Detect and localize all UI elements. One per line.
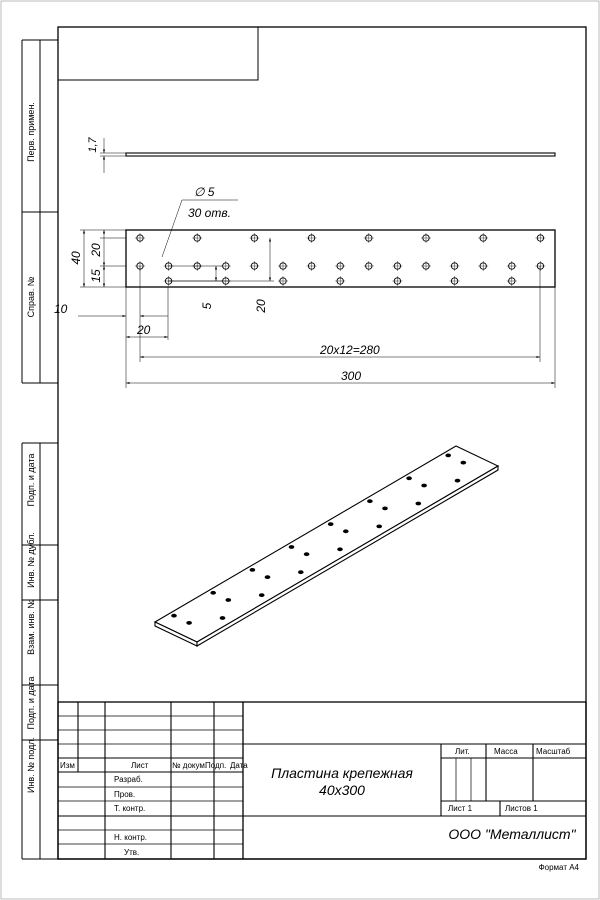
iso-hole-17 [259,593,265,597]
iso-hole-10 [265,575,271,579]
dim-pitch-total: 20x12=280 [320,343,380,357]
iso-hole-8 [186,621,192,625]
label-inv-podl: Инв. № подл. [26,736,36,794]
dim-first-hole: 20 [137,323,151,337]
iso-hole-19 [337,547,343,551]
iso-hole-4 [328,522,334,526]
dim-stagger-pitch: 20 [254,299,268,313]
iso-hole-3 [289,545,295,549]
label-perv-primen: Перв. примен. [26,102,36,162]
iso-hole-13 [382,507,388,511]
iso-hole-5 [367,499,373,503]
iso-hole-15 [461,461,467,465]
dim-hole-diameter: ∅ 5 [194,185,215,199]
dim-stagger: 5 [200,302,214,310]
iso-hole-16 [220,616,226,620]
isometric-view [155,446,498,646]
dim-thickness: 1,7 [87,137,99,153]
iso-hole-7 [445,454,451,458]
tb-col-izm: Изм [60,761,75,770]
main-frame [58,27,586,859]
iso-hole-22 [455,479,461,483]
label-inv-dubl: Инв. № дубл. [26,532,36,588]
iso-hole-2 [250,568,256,572]
dim-hole-count: 30 отв. [188,206,231,220]
tb-organization: ООО "Металлист" [448,826,576,842]
dim-row-offset: 15 [89,269,103,283]
side-view [100,138,555,173]
dimension-lines [78,200,555,388]
tb-masshtab: Масштаб [536,747,571,756]
iso-hole-18 [298,570,304,574]
iso-hole-9 [226,598,232,602]
iso-hole-11 [304,552,310,556]
dim-edge-offset: 10 [54,302,68,316]
tb-list: Лист 1 [448,804,473,813]
tb-utv: Утв. [124,848,140,857]
dim-length: 300 [341,369,362,383]
label-podp-data-2: Подп. и дата [26,676,36,730]
label-sprav-no: Справ. № [26,276,36,318]
dim-width: 40 [69,251,83,265]
dim-row-spacing: 20 [89,243,103,257]
tb-col-list: Лист [131,761,149,770]
tb-razrab: Разраб. [114,775,143,784]
label-vzam-inv: Взам. инв. № [26,599,36,655]
iso-hole-1 [210,591,216,595]
tb-n-kontr: Н. контр. [114,833,148,842]
iso-hole-0 [171,614,177,618]
top-stamp-box [58,27,258,80]
label-podp-data-1: Подп. и дата [26,453,36,507]
tb-title-line2: 40x300 [319,782,365,798]
tb-massa: Масса [494,747,518,756]
iso-hole-6 [406,476,412,480]
tb-col-data: Дата [230,761,248,770]
iso-hole-21 [416,502,422,506]
iso-hole-20 [376,525,382,529]
tb-title-line1: Пластина крепежная [271,765,413,781]
tb-col-podp: Подп. [205,761,227,770]
tb-listov: Листов 1 [505,804,538,813]
tb-prov: Пров. [114,790,136,799]
plan-view [126,230,555,287]
format-label: Формат А4 [538,863,579,872]
iso-hole-12 [343,529,349,533]
tb-lit: Лит. [455,747,470,756]
tb-t-kontr: Т. контр. [114,804,146,813]
tb-col-doc: № докум. [172,761,208,770]
iso-hole-14 [421,484,427,488]
